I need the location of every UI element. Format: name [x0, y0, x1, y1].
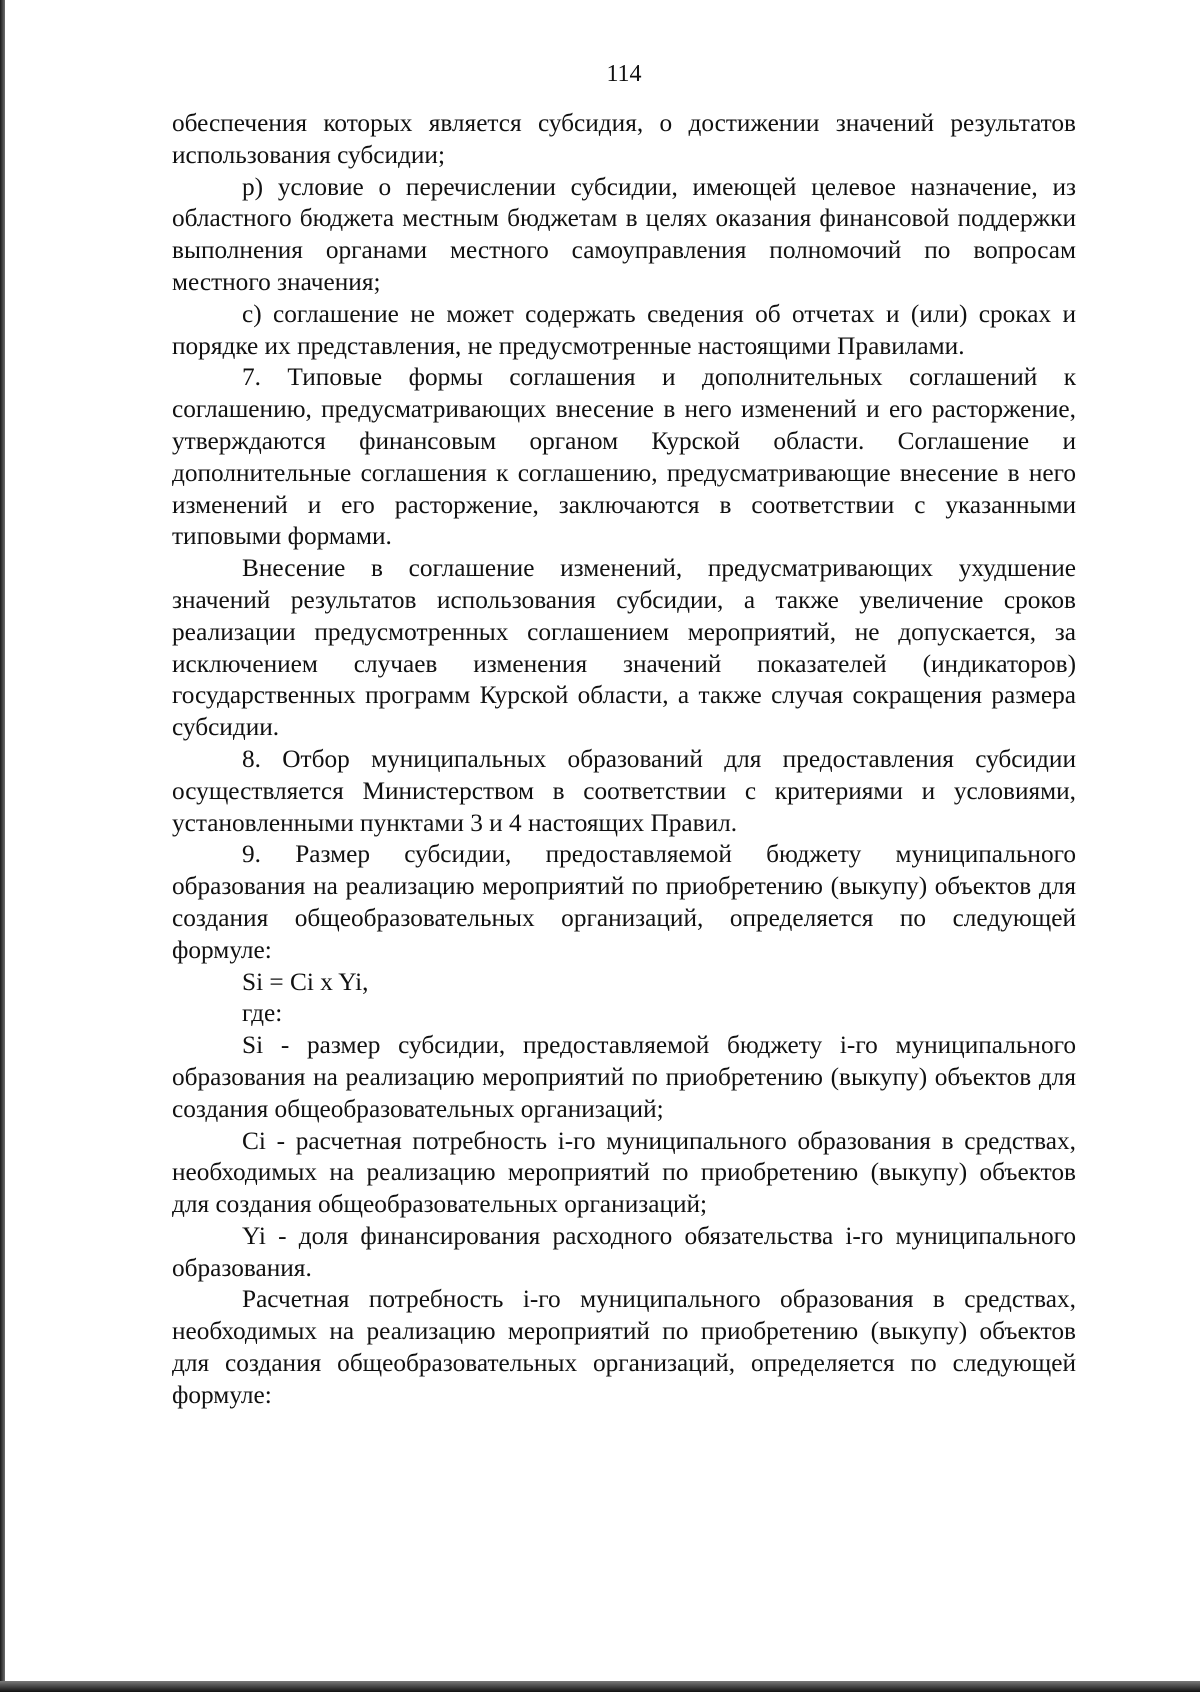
- document-body: [172, 58, 1076, 1412]
- formula: Si = Ci x Yi,: [242, 967, 369, 996]
- paragraph-clause-7: 7. Типовые формы соглашения и дополнительных соглашений к соглашению, предусматривающих внесение в него изменений и его расторжение, утверждаются финансовым органом Курской области. Соглашение и дополнительные соглашения к соглашению, предусматривающие внесение в него изменений и его расторжение, заключаются в соответствии с указанными типовыми формами.: [172, 363, 1076, 551]
- where-label: где:: [242, 999, 283, 1028]
- paragraph-amendments: Внесение в соглашение изменений, предусматривающих ухудшение значений результатов использования субсидии, а также увеличение сроков реализации предусмотренных соглашением мероприятий, не допускается, за исключением случаев изменения значений показателей (индикаторов) государственных программ Курской области, а также случая сокращения размера субсидии.: [172, 554, 1076, 742]
- definition-yi: Yi - доля финансирования расходного обязательства i-го муниципального образования.: [172, 1221, 1076, 1282]
- page-number: 114: [606, 61, 642, 87]
- definition-ci: Ci - расчетная потребность i-го муниципального образования в средствах, необходимых на реализацию мероприятий по приобретению (выкупу) объектов для создания общеобразовательных организаций;: [172, 1126, 1076, 1219]
- scan-edge-left: [0, 0, 5, 1692]
- paragraph-item-s: с) соглашение не может содержать сведения об отчетах и (или) сроках и порядке их представления, не предусмотренные настоящими Правилами.: [172, 299, 1076, 360]
- paragraph-item-r: р) условие о перечислении субсидии, имеющей целевое назначение, из областного бюджета местным бюджетам в целях оказания финансовой поддержки выполнения органами местного самоуправления полномочий по вопросам местного значения;: [172, 172, 1076, 296]
- paragraph-clause-9: 9. Размер субсидии, предоставляемой бюджету муниципального образования на реализацию мероприятий по приобретению (выкупу) объектов для создания общеобразовательных организаций, определяется по следующей формуле:: [172, 840, 1076, 964]
- definition-si: Si - размер субсидии, предоставляемой бюджету i-го муниципального образования на реализацию мероприятий по приобретению (выкупу) объектов для создания общеобразовательных организаций;: [172, 1031, 1076, 1123]
- scan-edge-bottom: [0, 1681, 1200, 1692]
- paragraph-estimated-need: Расчетная потребность i-го муниципального образования в средствах, необходимых на реализацию мероприятий по приобретению (выкупу) объектов для создания общеобразовательных организаций, определяется по следующей формуле:: [172, 1285, 1076, 1409]
- paragraph-continuation: обеспечения которых является субсидия, о достижении значений результатов использования субсидии;: [172, 109, 1076, 169]
- paragraph-clause-8: 8. Отбор муниципальных образований для предоставления субсидии осуществляется Министерством в соответствии с критериями и условиями, установленными пунктами 3 и 4 настоящих Правил.: [172, 744, 1076, 837]
